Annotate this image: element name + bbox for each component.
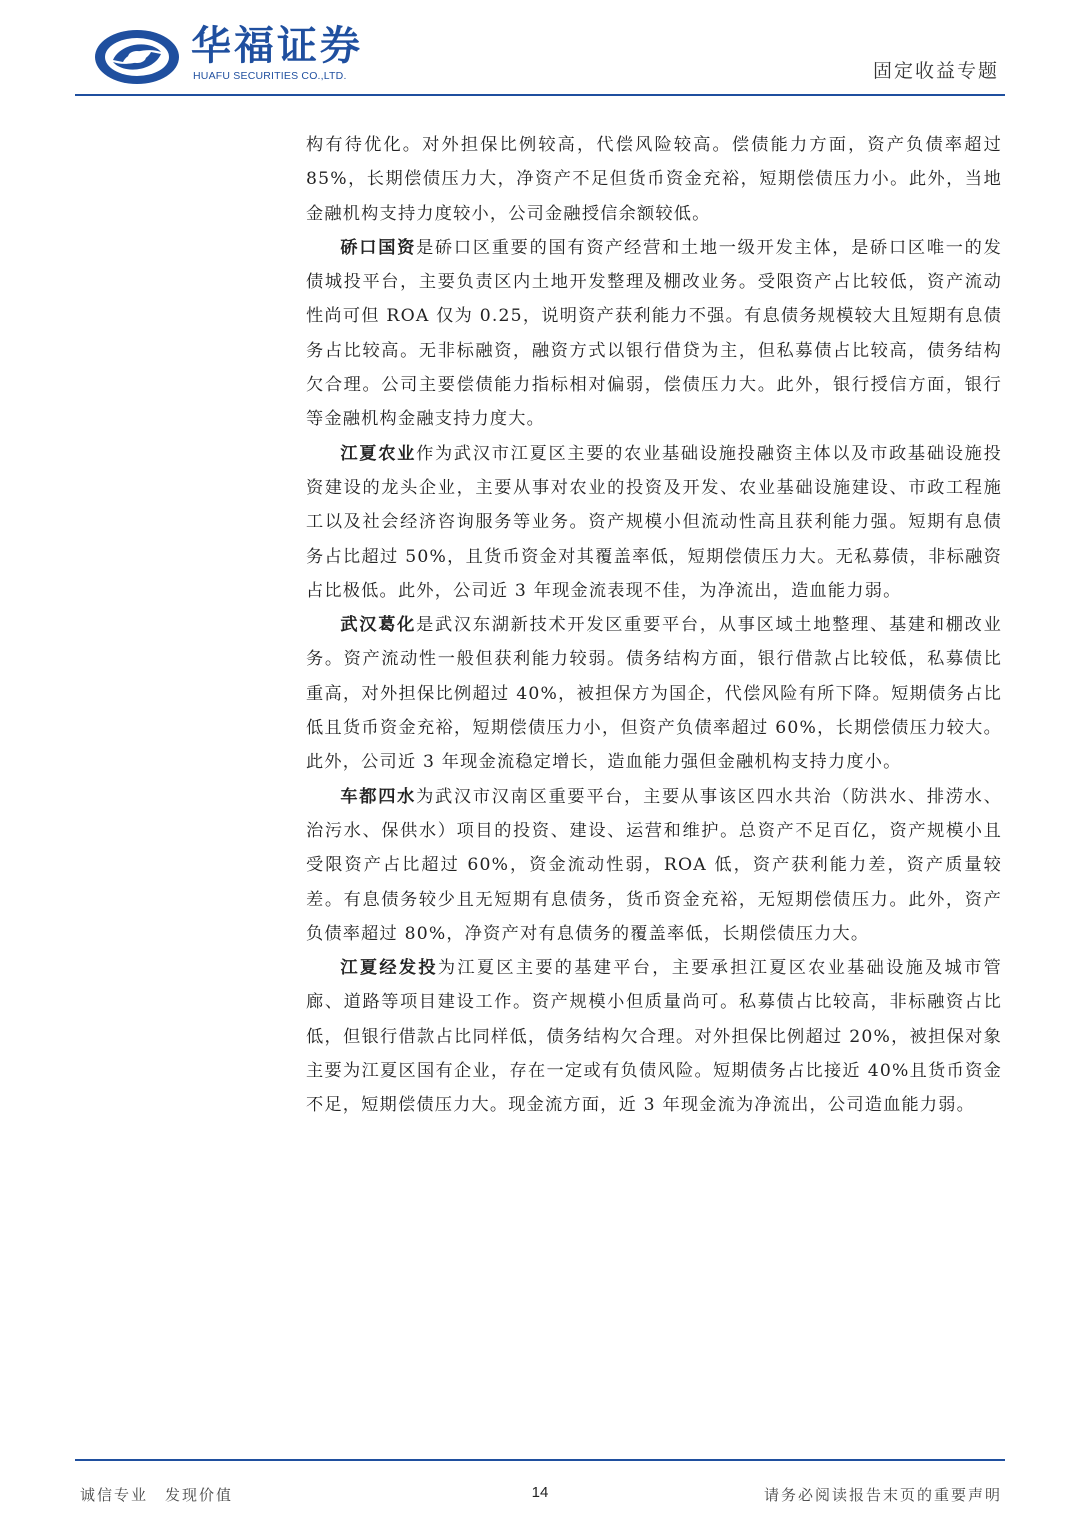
page-header [75,20,1005,96]
paragraph-wuhan-gehua [306,608,1002,779]
paragraph-jiangxia-agriculture [306,437,1002,608]
entity-name: 硚口国资 [340,237,417,258]
paragraph-text: 构有待优化。对外担保比例较高，代偿风险较高。偿债能力方面，资产负债率超过 85%，长期偿债压力大，净资产不足但货币资金充裕，短期偿债压力小。此外，当地金融机构支持力度较小，公司金融授信余额较低。 [306,135,1002,224]
entity-name: 江夏经发投 [340,958,438,979]
paragraph-chedu-sishui [306,780,1002,951]
brand-name-en: HUAFU SECURITIES CO.,LTD. [193,70,347,82]
footer-divider [75,1459,1005,1461]
entity-name: 车都四水 [340,786,417,807]
page-number: 14 [531,1484,549,1501]
entity-name: 江夏农业 [340,443,417,464]
paragraph-continued [306,128,1002,231]
header-divider [75,94,1005,96]
paragraph-text: 为武汉市汉南区重要平台，主要从事该区四水共治（防洪水、排涝水、治污水、保供水）项目的投资、建设、运营和维护。总资产不足百亿，资产规模小且受限资产占比超过 60%，资金流动性弱，ROA 低，资产获利能力差，资产质量较差。有息债务较少且无短期有息债务，货币资金充裕，无短期偿债压力。此外，资产负债率超过 80%，净资产对有息债务的覆盖率低，长期偿债压力大。 [306,786,1002,944]
footer-slogan: 诚信专业 发现价值 [80,1486,234,1504]
report-body [306,128,1002,1123]
report-section-title: 固定收益专题 [872,60,999,82]
paragraph-qiaokou [306,231,1002,437]
brand-name-cn: 华福证券 [191,23,363,69]
paragraph-text: 为江夏区主要的基建平台，主要承担江夏区农业基础设施及城市管廊、道路等项目建设工作。资产规模小但质量尚可。私募债占比较高，非标融资占比低，但银行借款占比同样低，债务结构欠合理。对外担保比例超过 20%，被担保对象主要为江夏区国有企业，存在一定或有负债风险。短期债务占比接近 40%且货币资金不足，短期偿债压力大。现金流方面，近 3 年现金流为净流出，公司造血能力弱。 [306,958,1002,1116]
paragraph-text: 是武汉东湖新技术开发区重要平台，从事区域土地整理、基建和棚改业务。资产流动性一般但获利能力较弱。债务结构方面，银行借款占比较低，私募债比重高，对外担保比例超过 40%，被担保方为国企，代偿风险有所下降。短期债务占比低且货币资金充裕，短期偿债压力小，但资产负债率超过 60%，长期偿债压力较大。此外，公司近 3 年现金流稳定增长，造血能力强但金融机构支持力度小。 [306,615,1002,773]
huafu-logo-icon [93,28,181,86]
entity-name: 武汉葛化 [340,615,417,636]
paragraph-jiangxia-jingfatou [306,951,1002,1122]
paragraph-text: 作为武汉市江夏区主要的农业基础设施投融资主体以及市政基础设施投资建设的龙头企业，主要从事对农业的投资及开发、农业基础设施建设、市政工程施工以及社会经济咨询服务等业务。资产规模小但流动性高且获利能力强。短期有息债务占比超过 50%，且货币资金对其覆盖率低，短期偿债压力大。无私募债，非标融资占比极低。此外，公司近 3 年现金流表现不佳，为净流出，造血能力弱。 [306,443,1002,601]
footer-disclaimer: 请务必阅读报告末页的重要声明 [763,1486,1002,1504]
paragraph-text: 是硚口区重要的国有资产经营和土地一级开发主体，是硚口区唯一的发债城投平台，主要负责区内土地开发整理及棚改业务。受限资产占比较低，资产流动性尚可但 ROA 仅为 0.25，说明资产获利能力不强。有息债务规模较大且短期有息债务占比较高。无非标融资，融资方式以银行借贷为主，但私募债占比较高，债务结构欠合理。公司主要偿债能力指标相对偏弱，偿债压力大。此外，银行授信方面，银行等金融机构金融支持力度大。 [306,237,1002,430]
